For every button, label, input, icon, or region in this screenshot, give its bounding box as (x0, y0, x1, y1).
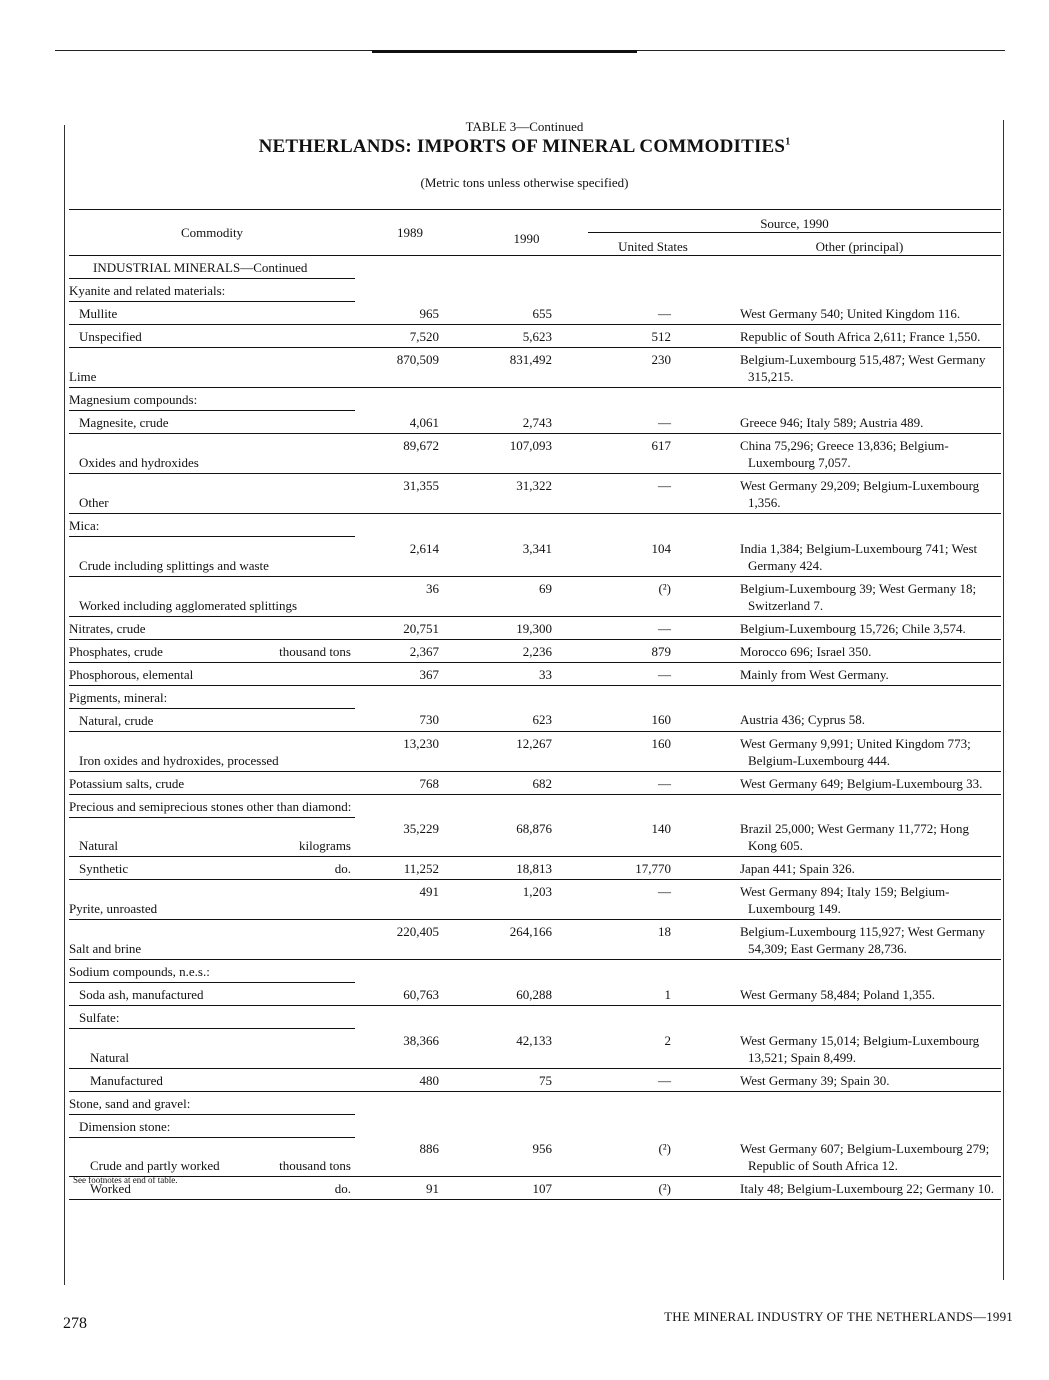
cell-other-principal (718, 388, 1001, 411)
table-row (69, 960, 1001, 983)
cell-1989: 4,061 (355, 411, 465, 434)
cell-1990: 42,133 (465, 1029, 588, 1069)
cell-1989: 38,366 (355, 1029, 465, 1069)
cell-commodity (69, 348, 355, 388)
cell-1989: 7,520 (355, 325, 465, 348)
footnote: See footnotes at end of table. (73, 1175, 178, 1185)
cell-other-principal: West Germany 894; Italy 159; Belgium-Luxembourg 149. (718, 880, 1001, 920)
table-row (69, 474, 1001, 514)
cell-1990: 2,743 (465, 411, 588, 434)
table-row (69, 256, 1001, 279)
commodity-label: Mica: (69, 518, 100, 533)
cell-united-states: 230 (588, 348, 718, 388)
cell-other-principal (718, 256, 1001, 279)
cell-united-states (588, 256, 718, 279)
cell-other-principal: Belgium-Luxembourg 115,927; West Germany 54,309; East Germany 28,736. (718, 920, 1001, 960)
cell-united-states (588, 279, 718, 302)
commodity-label: Dimension stone: (79, 1118, 171, 1134)
cell-1990: 31,322 (465, 474, 588, 514)
table-row (69, 1114, 1001, 1137)
cell-commodity (69, 1091, 355, 1114)
cell-united-states: — (588, 411, 718, 434)
cell-1989: 480 (355, 1068, 465, 1091)
commodity-label: Oxides and hydroxides (79, 455, 199, 470)
table-row (69, 325, 1001, 348)
commodity-label: Other (79, 495, 109, 510)
commodity-label: Precious and semiprecious stones other than diamond: (69, 798, 352, 814)
cell-united-states: — (588, 771, 718, 794)
cell-commodity (69, 1068, 355, 1091)
unit-label: kilograms (299, 838, 351, 853)
cell-commodity (69, 662, 355, 685)
cell-1990: 3,341 (465, 537, 588, 577)
cell-other-principal: Italy 48; Belgium-Luxembourg 22; Germany 10. (718, 1177, 1001, 1200)
cell-other-principal: Republic of South Africa 2,611; France 1,550. (718, 325, 1001, 348)
cell-1990 (465, 514, 588, 537)
cell-united-states: — (588, 302, 718, 325)
commodity-label: Worked (90, 1181, 131, 1196)
cell-united-states: 17,770 (588, 857, 718, 880)
cell-1990: 33 (465, 662, 588, 685)
table-row (69, 920, 1001, 960)
cell-1990: 264,166 (465, 920, 588, 960)
table-row (69, 1006, 1001, 1029)
commodity-label: Magnesium compounds: (69, 392, 198, 407)
cell-commodity (69, 434, 355, 474)
cell-commodity (69, 1137, 355, 1177)
cell-1989: 31,355 (355, 474, 465, 514)
cell-commodity (69, 731, 355, 771)
cell-1989 (355, 279, 465, 302)
commodity-label: Sodium compounds, n.e.s.: (69, 964, 210, 979)
table-row (69, 616, 1001, 639)
commodity-label: Unspecified (79, 329, 142, 344)
commodity-label: Mullite (79, 306, 118, 321)
cell-1990 (465, 685, 588, 708)
cell-1990: 60,288 (465, 983, 588, 1006)
cell-1989 (355, 388, 465, 411)
commodity-label: Sulfate: (79, 1010, 120, 1025)
cell-other-principal: West Germany 540; United Kingdom 116. (718, 302, 1001, 325)
right-margin-line (1003, 120, 1004, 1280)
cell-other-principal: China 75,296; Greece 13,836; Belgium-Luxembourg 7,057. (718, 434, 1001, 474)
cell-1989: 367 (355, 662, 465, 685)
cell-commodity (69, 388, 355, 411)
cell-1989 (355, 960, 465, 983)
commodity-label: Natural (79, 838, 118, 853)
cell-1990 (465, 794, 588, 817)
cell-united-states: — (588, 880, 718, 920)
cell-commodity (69, 983, 355, 1006)
cell-1989: 2,367 (355, 639, 465, 662)
cell-other-principal: Belgium-Luxembourg 515,487; West Germany 315,215. (718, 348, 1001, 388)
cell-other-principal (718, 1006, 1001, 1029)
cell-other-principal: Japan 441; Spain 326. (718, 857, 1001, 880)
commodity-label: Manufactured (90, 1072, 163, 1088)
cell-other-principal: India 1,384; Belgium-Luxembourg 741; West Germany 424. (718, 537, 1001, 577)
cell-1989: 491 (355, 880, 465, 920)
unit-label: thousand tons (279, 643, 351, 659)
cell-1989: 220,405 (355, 920, 465, 960)
cell-other-principal (718, 1091, 1001, 1114)
cell-united-states (588, 1114, 718, 1137)
cell-other-principal (718, 514, 1001, 537)
cell-1990: 5,623 (465, 325, 588, 348)
cell-other-principal (718, 794, 1001, 817)
table-row (69, 411, 1001, 434)
commodity-label: INDUSTRIAL MINERALS—Continued (93, 260, 308, 275)
cell-1989: 20,751 (355, 616, 465, 639)
table-row (69, 434, 1001, 474)
commodity-label: Soda ash, manufactured (79, 987, 204, 1002)
cell-1990 (465, 1091, 588, 1114)
commodity-label: Pyrite, unroasted (69, 901, 158, 916)
cell-1989 (355, 1114, 465, 1137)
cell-united-states (588, 1091, 718, 1114)
cell-1990 (465, 388, 588, 411)
cell-other-principal: West Germany 649; Belgium-Luxembourg 33. (718, 771, 1001, 794)
cell-commodity (69, 325, 355, 348)
table-row (69, 685, 1001, 708)
cell-1989: 730 (355, 708, 465, 731)
cell-1990 (465, 960, 588, 983)
cell-united-states (588, 388, 718, 411)
cell-united-states (588, 794, 718, 817)
cell-1990: 107 (465, 1177, 588, 1200)
cell-united-states: (²) (588, 576, 718, 616)
commodity-label: Iron oxides and hydroxides, processed (79, 752, 279, 768)
unit-label: do. (334, 861, 351, 876)
cell-1989 (355, 1006, 465, 1029)
unit-label: do. (334, 1181, 351, 1196)
cell-commodity (69, 411, 355, 434)
table-title-text: NETHERLANDS: IMPORTS OF MINERAL COMMODITIES (258, 136, 786, 157)
cell-1989: 886 (355, 1137, 465, 1177)
cell-commodity (69, 880, 355, 920)
cell-other-principal: Morocco 696; Israel 350. (718, 639, 1001, 662)
cell-1990 (465, 256, 588, 279)
cell-1990 (465, 1114, 588, 1137)
cell-commodity (69, 1114, 355, 1137)
cell-other-principal (718, 960, 1001, 983)
commodity-label: Stone, sand and gravel: (69, 1095, 191, 1111)
cell-1990: 18,813 (465, 857, 588, 880)
unit-label: thousand tons (279, 1158, 351, 1173)
cell-united-states: 18 (588, 920, 718, 960)
cell-united-states: — (588, 616, 718, 639)
cell-1989: 2,614 (355, 537, 465, 577)
cell-other-principal: Austria 436; Cyprus 58. (718, 708, 1001, 731)
cell-commodity (69, 1006, 355, 1029)
cell-united-states (588, 1006, 718, 1029)
cell-other-principal: Greece 946; Italy 589; Austria 489. (718, 411, 1001, 434)
table-label: TABLE 3—Continued (465, 119, 584, 134)
table-row (69, 348, 1001, 388)
cell-1989: 60,763 (355, 983, 465, 1006)
commodity-label: Phosphates, crude (69, 643, 163, 659)
table-row (69, 279, 1001, 302)
cell-other-principal: West Germany 607; Belgium-Luxembourg 279; Republic of South Africa 12. (718, 1137, 1001, 1177)
cell-united-states (588, 514, 718, 537)
cell-united-states: (²) (588, 1177, 718, 1200)
cell-commodity (69, 514, 355, 537)
cell-commodity (69, 616, 355, 639)
cell-1989: 965 (355, 302, 465, 325)
commodity-label: Phosphorous, elemental (69, 666, 194, 682)
cell-united-states (588, 685, 718, 708)
cell-commodity (69, 794, 355, 817)
cell-1990: 68,876 (465, 817, 588, 857)
left-margin-line (64, 125, 65, 1285)
header-other-principal: Other (principal) (718, 233, 1001, 256)
commodity-label: Lime (69, 369, 97, 384)
cell-1989: 36 (355, 576, 465, 616)
cell-1989 (355, 685, 465, 708)
cell-commodity (69, 685, 355, 708)
cell-1990: 1,203 (465, 880, 588, 920)
table-row (69, 880, 1001, 920)
table-row (69, 817, 1001, 857)
commodity-label: Potassium salts, crude (69, 775, 185, 791)
header-source: Source, 1990 (588, 210, 1001, 233)
cell-united-states: 617 (588, 434, 718, 474)
table-row (69, 662, 1001, 685)
cell-commodity (69, 960, 355, 983)
cell-1989 (355, 1091, 465, 1114)
cell-united-states: 160 (588, 731, 718, 771)
commodity-label: Nitrates, crude (69, 620, 146, 636)
commodity-label: Kyanite and related materials: (69, 283, 226, 298)
table-row (69, 708, 1001, 731)
cell-1989: 11,252 (355, 857, 465, 880)
table-body (69, 256, 1001, 1200)
table-row (69, 1177, 1001, 1200)
cell-commodity (69, 639, 355, 662)
cell-1990: 655 (465, 302, 588, 325)
cell-1990: 69 (465, 576, 588, 616)
table-title (0, 136, 1049, 158)
cell-1990: 831,492 (465, 348, 588, 388)
commodity-label: Magnesite, crude (79, 415, 169, 430)
cell-1990: 2,236 (465, 639, 588, 662)
table-row (69, 514, 1001, 537)
cell-united-states: 160 (588, 708, 718, 731)
cell-1990 (465, 279, 588, 302)
running-head: THE MINERAL INDUSTRY OF THE NETHERLANDS—1991 (664, 1309, 1013, 1324)
table-row (69, 983, 1001, 1006)
commodity-label: Natural (90, 1049, 129, 1065)
cell-other-principal: West Germany 58,484; Poland 1,355. (718, 983, 1001, 1006)
table-row (69, 576, 1001, 616)
cell-1990: 107,093 (465, 434, 588, 474)
cell-commodity (69, 474, 355, 514)
header-commodity: Commodity (69, 210, 355, 256)
table-row (69, 1029, 1001, 1069)
cell-1990: 12,267 (465, 731, 588, 771)
cell-united-states: 140 (588, 817, 718, 857)
cell-1989: 870,509 (355, 348, 465, 388)
cell-other-principal (718, 279, 1001, 302)
cell-1989 (355, 514, 465, 537)
cell-1989: 91 (355, 1177, 465, 1200)
title-footnote-mark: 1 (785, 136, 791, 148)
cell-united-states: 2 (588, 1029, 718, 1069)
cell-united-states: — (588, 1068, 718, 1091)
cell-united-states: 1 (588, 983, 718, 1006)
top-rule-accent (372, 50, 637, 53)
table-row (69, 537, 1001, 577)
cell-other-principal (718, 685, 1001, 708)
cell-commodity (69, 857, 355, 880)
cell-other-principal (718, 1114, 1001, 1137)
cell-commodity (69, 817, 355, 857)
cell-commodity (69, 537, 355, 577)
cell-other-principal: West Germany 15,014; Belgium-Luxembourg 13,521; Spain 8,499. (718, 1029, 1001, 1069)
table-row (69, 794, 1001, 817)
table-row (69, 302, 1001, 325)
cell-1989 (355, 794, 465, 817)
cell-other-principal: Belgium-Luxembourg 15,726; Chile 3,574. (718, 616, 1001, 639)
table-row (69, 639, 1001, 662)
cell-1989: 89,672 (355, 434, 465, 474)
table-row (69, 857, 1001, 880)
cell-united-states: 879 (588, 639, 718, 662)
cell-united-states: 104 (588, 537, 718, 577)
cell-united-states: — (588, 474, 718, 514)
cell-1989 (355, 256, 465, 279)
cell-1990 (465, 1006, 588, 1029)
commodity-label: Crude including splittings and waste (79, 557, 269, 573)
cell-commodity (69, 576, 355, 616)
page-number: 278 (63, 1315, 87, 1332)
table-row (69, 731, 1001, 771)
cell-1990: 956 (465, 1137, 588, 1177)
cell-other-principal: Mainly from West Germany. (718, 662, 1001, 685)
commodity-label: Crude and partly worked (90, 1158, 220, 1173)
commodity-label: Worked including agglomerated splittings (79, 597, 298, 613)
cell-1990: 623 (465, 708, 588, 731)
cell-1989: 768 (355, 771, 465, 794)
cell-1989: 35,229 (355, 817, 465, 857)
cell-other-principal: West Germany 9,991; United Kingdom 773; Belgium-Luxembourg 444. (718, 731, 1001, 771)
cell-other-principal: West Germany 29,209; Belgium-Luxembourg 1,356. (718, 474, 1001, 514)
cell-commodity (69, 920, 355, 960)
commodity-label: Synthetic (79, 861, 129, 876)
cell-1990: 19,300 (465, 616, 588, 639)
header-united-states: United States (588, 233, 718, 256)
table-row (69, 1068, 1001, 1091)
commodity-label: Salt and brine (69, 941, 142, 956)
table-row (69, 388, 1001, 411)
cell-united-states: (²) (588, 1137, 718, 1177)
table-units-note: (Metric tons unless otherwise specified) (420, 175, 629, 190)
table-row (69, 1137, 1001, 1177)
cell-other-principal: Belgium-Luxembourg 39; West Germany 18; Switzerland 7. (718, 576, 1001, 616)
cell-united-states: 512 (588, 325, 718, 348)
cell-commodity (69, 771, 355, 794)
cell-united-states: — (588, 662, 718, 685)
commodity-label: Pigments, mineral: (69, 689, 168, 705)
header-1990: 1990 (465, 210, 588, 256)
cell-1990: 682 (465, 771, 588, 794)
table-row (69, 1091, 1001, 1114)
commodity-label: Natural, crude (79, 712, 154, 728)
cell-1990: 75 (465, 1068, 588, 1091)
cell-commodity (69, 708, 355, 731)
cell-united-states (588, 960, 718, 983)
cell-1989: 13,230 (355, 731, 465, 771)
cell-commodity (69, 279, 355, 302)
cell-commodity (69, 302, 355, 325)
cell-other-principal: Brazil 25,000; West Germany 11,772; Hong Kong 605. (718, 817, 1001, 857)
cell-commodity (69, 1029, 355, 1069)
cell-commodity (69, 256, 355, 279)
imports-table (69, 209, 1001, 1200)
table-row (69, 771, 1001, 794)
cell-other-principal: West Germany 39; Spain 30. (718, 1068, 1001, 1091)
header-1989: 1989 (355, 210, 465, 256)
